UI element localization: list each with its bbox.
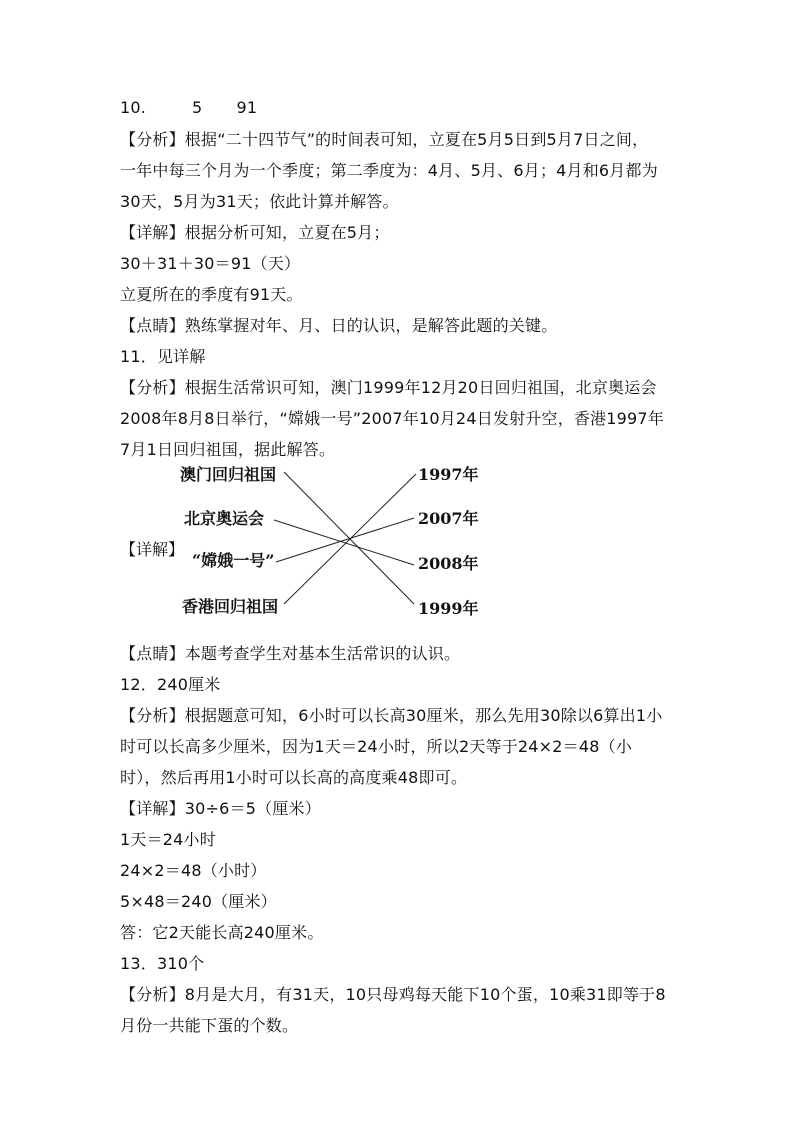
q13-title: 13．310个	[120, 954, 205, 973]
right-item-2007: 2007年	[418, 509, 479, 528]
left-item-hong-kong: 香港回归祖国	[182, 597, 279, 616]
q12-title: 12．240厘米	[120, 675, 221, 694]
q13-analysis-line-1: 【分析】8月是大月，有31天，10只母鸡每天能下10个蛋，10乘31即等于8	[120, 985, 666, 1004]
q12-analysis-line-3: 时），然后再用1小时可以长高的高度乘48即可。	[120, 768, 468, 787]
right-item-1997: 1997年	[418, 465, 479, 484]
q10-detail-line-2: 30＋31＋30＝91（天）	[120, 254, 301, 273]
q10-answer-1: 5	[192, 98, 203, 117]
match-line-change-1-2007	[276, 518, 414, 562]
q10-analysis-line-3: 30天，5月为31天；依此计算并解答。	[120, 192, 399, 211]
q10-analysis-line-2: 一年中每三个月为一个季度；第二季度为：4月、5月、6月；4月和6月都为	[120, 161, 658, 180]
q12-detail-line-1: 【详解】30÷6＝5（厘米）	[120, 799, 321, 818]
q10-answer-line	[120, 98, 257, 118]
q10-analysis-line-1: 【分析】根据“二十四节气”的时间表可知，立夏在5月5日到5月7日之间，	[120, 130, 649, 149]
q10-comment: 【点睛】熟练掌握对年、月、日的认识，是解答此题的关键。	[120, 316, 558, 335]
q12-answer: 答：它2天能长高240厘米。	[120, 923, 324, 942]
left-item-macau: 澳门回归祖国	[180, 465, 277, 484]
q11-analysis-line-3: 7月1日回归祖国，据此解答。	[120, 440, 336, 459]
left-item-beijing-olympics: 北京奥运会	[184, 509, 265, 528]
right-item-2008: 2008年	[418, 554, 479, 573]
match-line-hongkong-1997	[284, 474, 416, 604]
q13-analysis-line-2: 月份一共能下蛋的个数。	[120, 1016, 299, 1035]
q11-title: 11．见详解	[120, 347, 206, 366]
q10-detail-line-3: 立夏所在的季度有91天。	[120, 285, 303, 304]
q11-analysis-line-2: 2008年8月8日举行，“嫦娥一号”2007年10月24日发射升空，香港1997年	[120, 409, 665, 428]
q12-detail-line-4: 5×48＝240（厘米）	[120, 892, 277, 911]
q10-detail-line-1: 【详解】根据分析可知，立夏在5月；	[120, 223, 390, 242]
q10-answer-2: 91	[236, 98, 258, 117]
q12-detail-line-3: 24×2＝48（小时）	[120, 861, 267, 880]
matching-diagram	[180, 452, 500, 624]
q12-detail-line-2: 1天＝24小时	[120, 830, 216, 849]
left-item-change-1: “嫦娥一号”	[192, 551, 275, 570]
q10-number: 10.	[120, 98, 147, 117]
q11-detail-label: 【详解】	[120, 540, 185, 559]
q12-analysis-line-1: 【分析】根据题意可知，6小时可以长高30厘米，那么先用30除以6算出1小	[120, 706, 663, 725]
q12-analysis-line-2: 时可以长高多少厘米，因为1天＝24小时，所以2天等于24×2＝48（小	[120, 737, 633, 756]
match-line-olympics-2008	[274, 520, 414, 565]
q11-comment: 【点睛】本题考查学生对基本生活常识的认识。	[120, 644, 461, 663]
q11-analysis-line-1: 【分析】根据生活常识可知，澳门1999年12月20日回归祖国，北京奥运会	[120, 378, 657, 397]
right-item-1999: 1999年	[418, 599, 479, 618]
